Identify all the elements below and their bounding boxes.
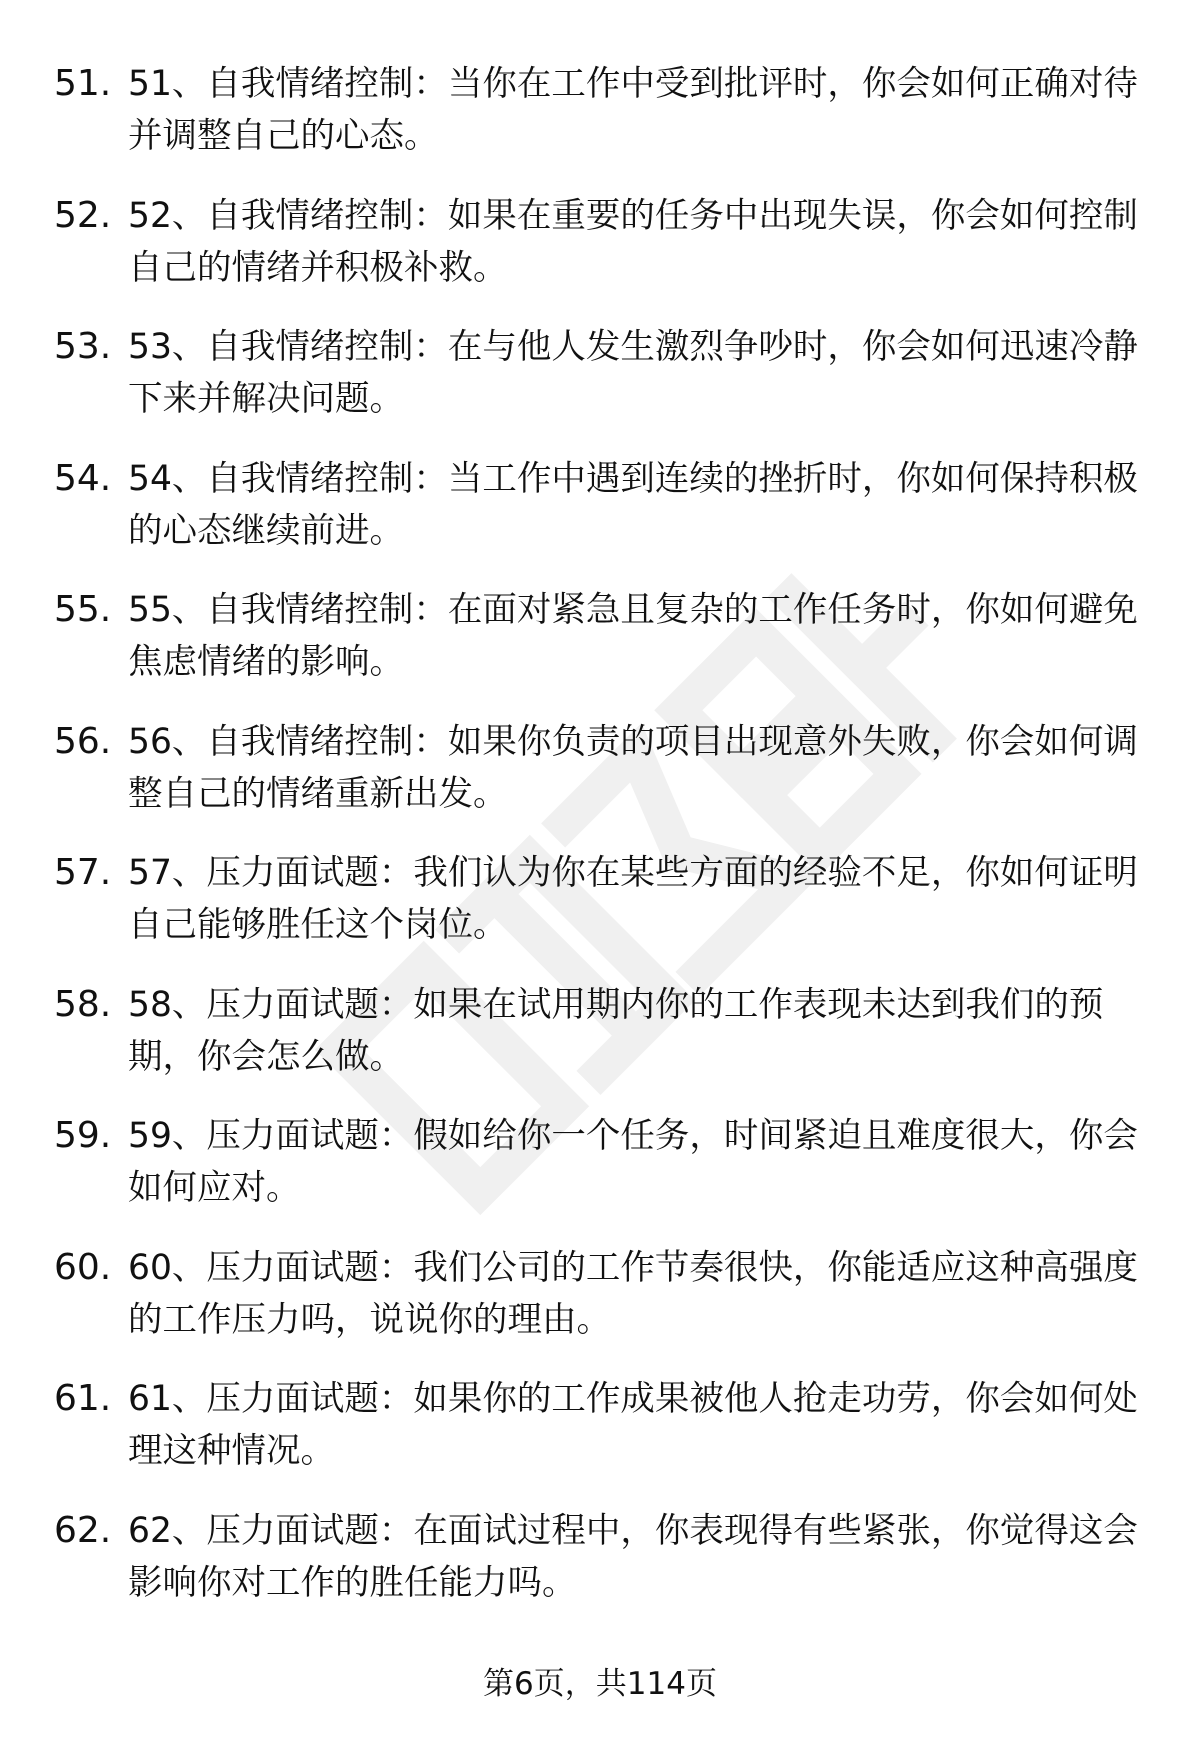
question-text: 54、自我情绪控制：当工作中遇到连续的挫折时，你如何保持积极的心态继续前进。 [128,458,1138,551]
question-item [0,847,1200,979]
question-number: 61. [54,1378,112,1419]
question-number: 58. [54,983,112,1025]
question-text: 61、压力面试题：如果你的工作成果被他人抢走功劳，你会如何处理这种情况。 [128,1379,1138,1471]
question-number: 59. [54,1115,112,1156]
question-text: 58、压力面试题：如果在试用期内你的工作表现未达到我们的预期，你会怎么做。 [128,984,1104,1077]
question-item [0,1505,1200,1637]
question-item [0,321,1200,453]
question-number: 56. [54,720,112,762]
question-list [0,58,1200,1636]
question-text: 53、自我情绪控制：在与他人发生激烈争吵时，你会如何迅速冷静下来并解决问题。 [128,327,1138,419]
question-text: 52、自我情绪控制：如果在重要的任务中出现失误，你会如何控制自己的情绪并积极补救。 [128,195,1138,288]
question-item [0,190,1200,322]
question-number: 55. [54,589,112,630]
question-item [0,716,1200,848]
question-text: 59、压力面试题：假如给你一个任务，时间紧迫且难度很大，你会如何应对。 [128,1116,1138,1208]
question-text: 62、压力面试题：在面试过程中，你表现得有些紧张，你觉得这会影响你对工作的胜任能力吗。 [128,1510,1138,1603]
question-text: 57、压力面试题：我们认为你在某些方面的经验不足，你如何证明自己能够胜任这个岗位。 [128,853,1138,945]
question-number: 53. [54,326,112,367]
page-footer [0,1662,1200,1706]
question-number: 51. [54,63,112,104]
question-text: 55、自我情绪控制：在面对紧急且复杂的工作任务时，你如何避免焦虑情绪的影响。 [128,590,1138,682]
question-text: 51、自我情绪控制：当你在工作中受到批评时，你会如何正确对待并调整自己的心态。 [128,64,1138,156]
question-number: 60. [54,1246,112,1288]
page-number-label: 第6页，共114页 [483,1666,717,1702]
question-item [0,979,1200,1111]
question-item [0,1110,1200,1242]
question-number: 52. [54,194,112,236]
question-item [0,584,1200,716]
question-item [0,453,1200,585]
question-text: 56、自我情绪控制：如果你负责的项目出现意外失败，你会如何调整自己的情绪重新出发。 [128,721,1138,814]
question-number: 54. [54,457,112,499]
question-item [0,1373,1200,1505]
question-number: 62. [54,1509,112,1551]
question-item [0,58,1200,190]
question-number: 57. [54,852,112,893]
question-item [0,1242,1200,1374]
question-text: 60、压力面试题：我们公司的工作节奏很快，你能适应这种高强度的工作压力吗，说说你的理由。 [128,1247,1138,1340]
